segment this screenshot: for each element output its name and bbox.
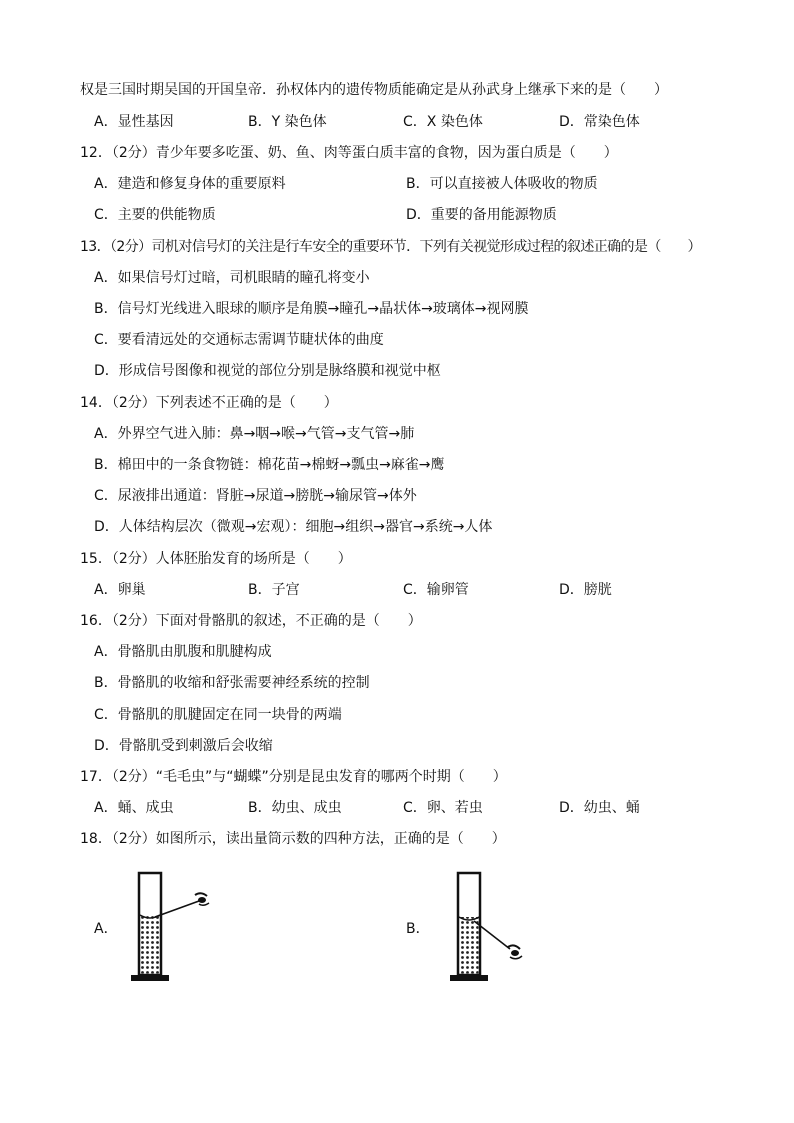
question-16-stem: 16．（2分）下面对骨骼肌的叙述，不正确的是（ ） — [80, 613, 422, 629]
question-12-option-d: D．重要的备用能源物质 — [406, 207, 557, 223]
question-12-option-a: A．建造和修复身体的重要原料 — [94, 176, 286, 192]
question-15-option-c: C．输卵管 — [403, 582, 469, 598]
question-14-option-b: B．棉田中的一条食物链：棉花苗→棉蚜→瓢虫→麻雀→鹰 — [94, 457, 445, 473]
question-12-option-b: B．可以直接被人体吸收的物质 — [406, 176, 598, 192]
question-15-option-d: D．膀胱 — [559, 582, 612, 598]
question-15-stem: 15．（2分）人体胚胎发育的场所是（ ） — [80, 551, 352, 567]
question-11-option-a: A．显性基因 — [94, 114, 174, 130]
question-12-option-c: C．主要的供能物质 — [94, 207, 216, 223]
question-14-option-c: C．尿液排出通道：肾脏→尿道→膀胱→输尿管→体外 — [94, 488, 417, 504]
question-11-option-b: B．Y 染色体 — [248, 114, 327, 130]
question-11-option-c: C．X 染色体 — [403, 114, 483, 130]
question-14-option-a: A．外界空气进入肺：鼻→咽→喉→气管→支气管→肺 — [94, 426, 415, 442]
question-18-stem: 18．（2分）如图所示，读出量筒示数的四种方法，正确的是（ ） — [80, 831, 506, 847]
question-13-option-a: A．如果信号灯过暗，司机眼睛的瞳孔将变小 — [94, 270, 370, 286]
figure-b-label: B． — [406, 921, 430, 937]
question-14-stem: 14．（2分）下列表述不正确的是（ ） — [80, 395, 338, 411]
question-17-option-d: D．幼虫、蛹 — [559, 800, 640, 816]
cylinder-figure-a — [125, 865, 220, 990]
question-13-option-c: C．要看清远处的交通标志需调节睫状体的曲度 — [94, 332, 384, 348]
question-14-option-d: D．人体结构层次（微观→宏观）：细胞→组织→器官→系统→人体 — [94, 519, 493, 535]
question-17-option-c: C．卵、若虫 — [403, 800, 483, 816]
question-13-option-d: D．形成信号图像和视觉的部位分别是脉络膜和视觉中枢 — [94, 363, 441, 379]
question-16-option-d: D．骨骼肌受到刺激后会收缩 — [94, 738, 273, 754]
question-15-option-b: B．子宫 — [248, 582, 300, 598]
question-15-option-a: A．卵巢 — [94, 582, 146, 598]
question-16-option-b: B．骨骼肌的收缩和舒张需要神经系统的控制 — [94, 675, 370, 691]
question-11-stem: 权是三国时期吴国的开国皇帝．孙权体内的遗传物质能确定是从孙武身上继承下来的是（ ） — [80, 82, 668, 98]
question-17-option-b: B．幼虫、成虫 — [248, 800, 342, 816]
figure-a-label: A． — [94, 921, 118, 937]
question-13-stem: 13．（2分）司机对信号灯的关注是行车安全的重要环节．下列有关视觉形成过程的叙述正确的是（ ） — [80, 239, 701, 255]
question-17-stem: 17．（2分）“毛毛虫”与“蝴蝶”分别是昆虫发育的哪两个时期（ ） — [80, 769, 507, 785]
question-11-option-d: D．常染色体 — [559, 114, 640, 130]
question-12-stem: 12．（2分）青少年要多吃蛋、奶、鱼、肉等蛋白质丰富的食物，因为蛋白质是（ ） — [80, 145, 618, 161]
question-13-option-b: B．信号灯光线进入眼球的顺序是角膜→瞳孔→晶状体→玻璃体→视网膜 — [94, 301, 529, 317]
question-16-option-a: A．骨骼肌由肌腹和肌腱构成 — [94, 644, 272, 660]
question-17-option-a: A．蛹、成虫 — [94, 800, 174, 816]
question-16-option-c: C．骨骼肌的肌腱固定在同一块骨的两端 — [94, 707, 342, 723]
cylinder-figure-b — [440, 865, 535, 990]
